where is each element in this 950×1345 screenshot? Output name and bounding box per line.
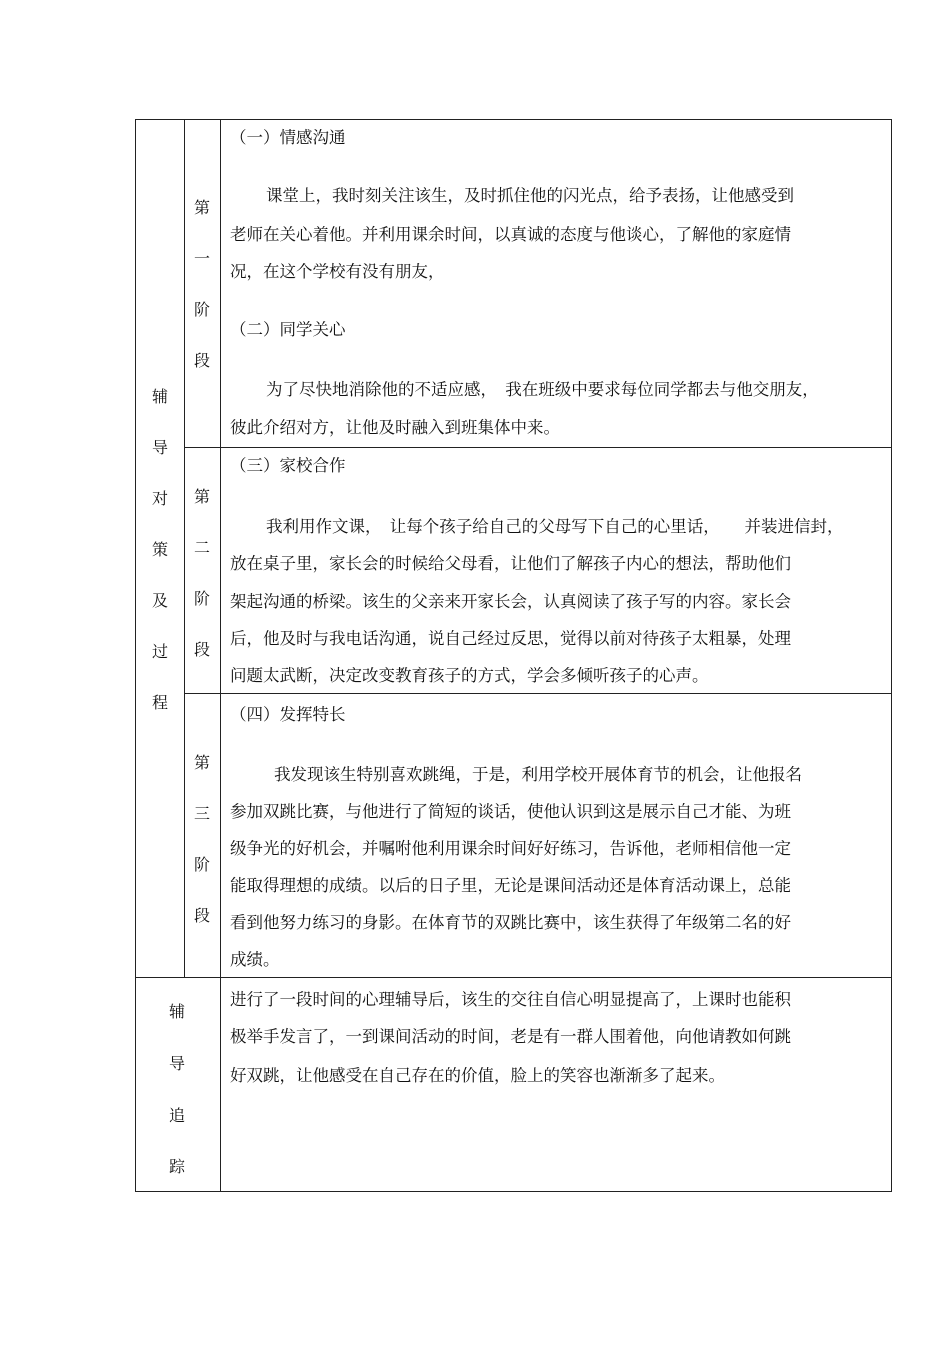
stage2-label-char: 阶 — [193, 589, 210, 608]
stage3-label-char: 第 — [193, 753, 210, 772]
stage1-label-char: 阶 — [193, 300, 210, 319]
stage3-heading: （四）发挥特长 — [230, 705, 346, 724]
stage1-label-char: 段 — [193, 351, 210, 370]
stage2-paragraph-line: 放在桌子里，家长会的时候给父母看，让他们了解孩子内心的想法，帮助他们 — [230, 554, 791, 573]
stage2-paragraph-line: 我利用作文课， 让每个孩子给自己的父母写下自己的心里话， 并装进信封， — [266, 517, 844, 536]
outer-label-char: 辅 — [151, 387, 168, 406]
followup-paragraph-line: 进行了一段时间的心理辅导后，该生的交往自信心明显提高了，上课时也能积 — [230, 990, 791, 1009]
stage1-heading-2: （二）同学关心 — [230, 320, 346, 339]
column-divider-1 — [184, 119, 185, 977]
stage1-paragraph-1-line: 老师在关心着他。并利用课余时间，以真诚的态度与他谈心，了解他的家庭情 — [230, 225, 791, 244]
outer-label-char: 对 — [151, 489, 168, 508]
stage1-paragraph-2-line: 彼此介绍对方，让他及时融入到班集体中来。 — [230, 418, 560, 437]
row-divider-2 — [184, 693, 892, 694]
outer-label-char: 程 — [151, 693, 168, 712]
stage2-paragraph-line: 后，他及时与我电话沟通，说自己经过反思，觉得以前对待孩子太粗暴，处理 — [230, 629, 791, 648]
stage1-paragraph-1-line: 况，在这个学校有没有朋友， — [230, 262, 445, 281]
stage1-paragraph-2-line: 为了尽快地消除他的不适应感， 我在班级中要求每位同学都去与他交朋友， — [266, 380, 819, 399]
followup-paragraph-line: 好双跳，让他感受在自己存在的价值，脸上的笑容也渐渐多了起来。 — [230, 1066, 725, 1085]
stage3-label-char: 段 — [193, 906, 210, 925]
outer-label-char: 过 — [151, 642, 168, 661]
followup-label-char: 导 — [168, 1054, 185, 1073]
row-divider-1 — [184, 447, 892, 448]
followup-paragraph-line: 极举手发言了，一到课间活动的时间，老是有一群人围着他，向他请教如何跳 — [230, 1027, 791, 1046]
stage2-label-char: 段 — [193, 640, 210, 659]
stage3-label-char: 阶 — [193, 855, 210, 874]
stage3-paragraph-line: 级争光的好机会，并嘱咐他利用课余时间好好练习，告诉他，老师相信他一定 — [230, 839, 791, 858]
stage2-label-char: 二 — [193, 538, 210, 557]
stage3-label-char: 三 — [193, 804, 210, 823]
stage3-paragraph-line: 能取得理想的成绩。以后的日子里，无论是课间活动还是体育活动课上，总能 — [230, 876, 791, 895]
stage3-paragraph-line: 我发现该生特别喜欢跳绳，于是，利用学校开展体育节的机会，让他报名 — [274, 765, 802, 784]
followup-label-char: 辅 — [168, 1002, 185, 1021]
followup-label-char: 追 — [168, 1106, 185, 1125]
stage1-paragraph-1-line: 课堂上，我时刻关注该生，及时抓住他的闪光点，给予表扬，让他感受到 — [266, 186, 794, 205]
stage1-label-char: 第 — [193, 198, 210, 217]
stage2-paragraph-line: 问题太武断，决定改变教育孩子的方式，学会多倾听孩子的心声。 — [230, 666, 709, 685]
row-divider-3 — [135, 977, 892, 978]
stage2-heading: （三）家校合作 — [230, 456, 346, 475]
outer-label-char: 策 — [151, 540, 168, 559]
stage3-paragraph-line: 参加双跳比赛，与他进行了简短的谈话，使他认识到这是展示自己才能、为班 — [230, 802, 791, 821]
outer-label-char: 及 — [151, 591, 168, 610]
stage1-heading-1: （一）情感沟通 — [230, 128, 346, 147]
stage3-paragraph-line: 成绩。 — [230, 950, 280, 969]
column-divider-2 — [220, 119, 221, 1192]
outer-label-char: 导 — [151, 438, 168, 457]
followup-label-char: 踪 — [168, 1157, 185, 1176]
stage2-paragraph-line: 架起沟通的桥梁。该生的父亲来开家长会，认真阅读了孩子写的内容。家长会 — [230, 592, 791, 611]
stage3-paragraph-line: 看到他努力练习的身影。在体育节的双跳比赛中，该生获得了年级第二名的好 — [230, 913, 791, 932]
stage2-label-char: 第 — [193, 487, 210, 506]
stage1-label-char: 一 — [193, 249, 210, 268]
